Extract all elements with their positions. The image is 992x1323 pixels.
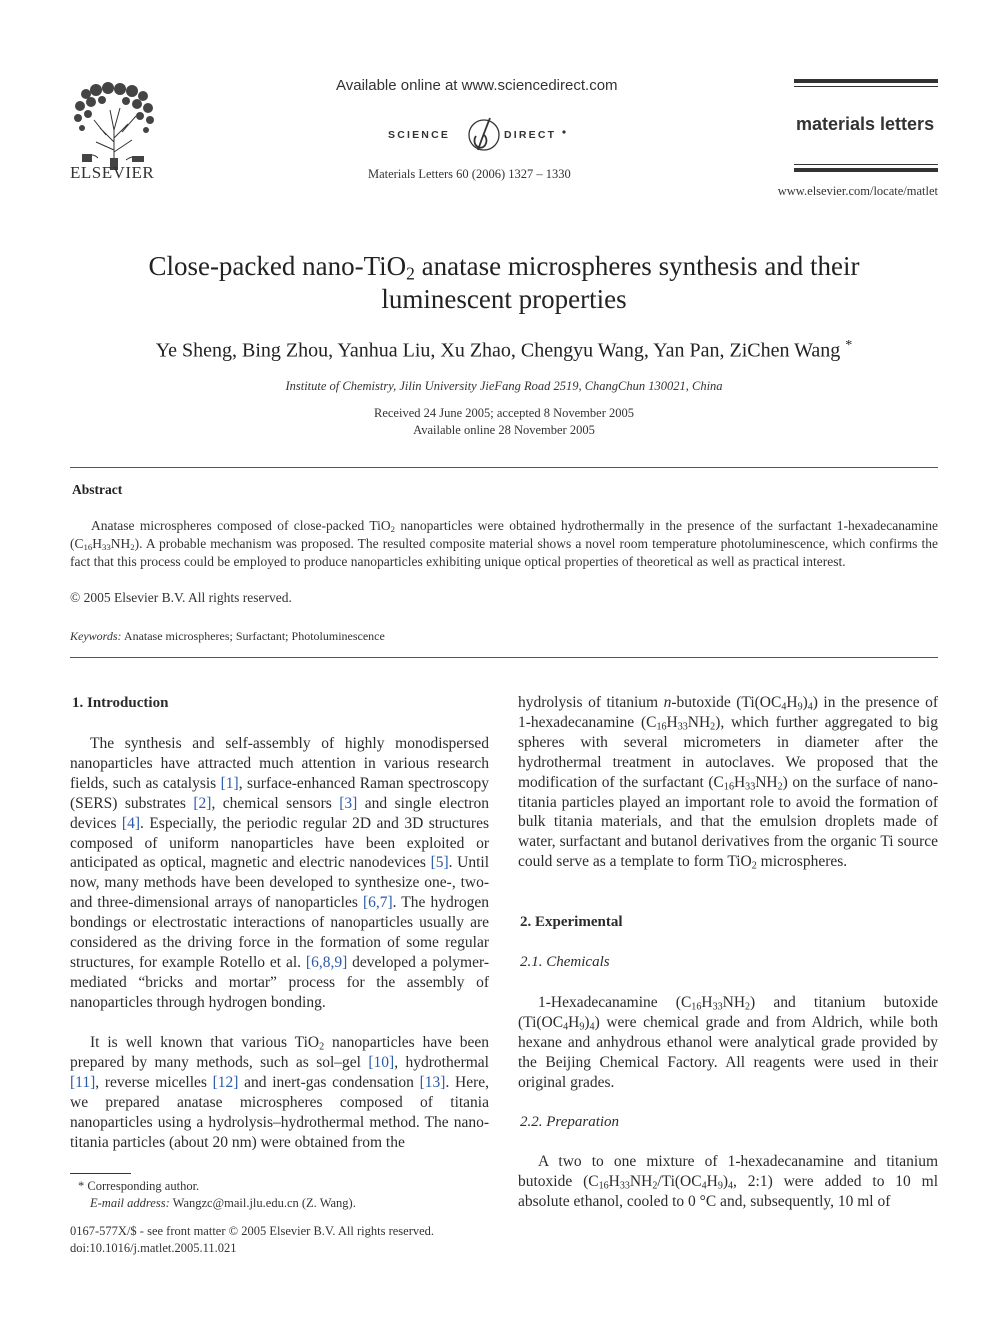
publisher-name: ELSEVIER (70, 163, 155, 182)
subsection-heading-preparation: 2.2. Preparation (520, 1114, 620, 1130)
paragraph-text: microspheres. (756, 853, 848, 871)
intro-paragraph-1 (70, 734, 489, 1013)
paragraph-text: It is well known that various TiO (90, 1034, 320, 1051)
paragraph-text: ) (722, 1172, 729, 1190)
citation-link[interactable]: [6,7] (362, 894, 393, 912)
paragraph-text: ) were chemical grade and from Aldrich, while both hexane and anhydrous ethanol were analytical grade provided by the Beijing Chemical Factory. All reagents were used in their original grades. (518, 1013, 938, 1091)
abstract-text: H (92, 536, 103, 552)
section-heading-introduction: 1. Introduction (72, 695, 169, 711)
sciencedirect-logo-right: DIRECT (504, 129, 557, 141)
corresponding-author-mark[interactable]: * (845, 338, 853, 353)
subscript: 4 (807, 701, 813, 713)
paragraph-text: H (666, 713, 678, 731)
paragraph-text: . Until now, many methods have been developed to synthesize one-, two- and three-dimensional arrays of nanoparticles (70, 854, 489, 912)
title-part: anatase microspheres synthesis and their (414, 251, 860, 281)
paragraph-text: NH (755, 773, 778, 791)
paragraph-text: , chemical sensors (211, 794, 340, 812)
subscript: 2 (710, 721, 716, 733)
divider (70, 657, 938, 658)
journal-url-link[interactable]: www.elsevier.com/locate/matlet (777, 184, 938, 198)
subscript: 16 (723, 781, 734, 793)
title-line-2: luminescent properties (381, 284, 627, 314)
subscript: 2 (777, 781, 783, 793)
subscript: 4 (563, 1021, 569, 1033)
paragraph-text: NH (687, 713, 711, 731)
paragraph-text: nanoparticles have been prepared by many methods, such as sol–gel (70, 1034, 489, 1071)
citation-link[interactable]: [4] (121, 814, 140, 832)
keywords-values: Anatase microspheres; Surfactant; Photoluminescence (123, 629, 385, 643)
citation-link[interactable]: [11] (70, 1073, 96, 1091)
chemicals-paragraph (518, 993, 938, 1093)
journal-brand: materials letters (796, 114, 935, 134)
copyright-notice: © 2005 Elsevier B.V. All rights reserved. (70, 590, 292, 605)
subscript: 4 (701, 1180, 707, 1192)
subscript: 33 (677, 721, 688, 733)
subscript: 4 (728, 1180, 734, 1192)
paragraph-text: . Here, we prepared anatase microspheres composed of titania nanoparticles using a hydrolysis–hydrothermal method. The nano-titania particles (about 20 nm) were obtained from the (70, 1073, 489, 1151)
title-part: Close-packed nano-TiO (148, 251, 407, 281)
paragraph-text: H (786, 694, 798, 711)
abstract-text: Anatase microspheres composed of close-packed TiO (91, 518, 391, 533)
citation-link[interactable]: [5] (430, 854, 449, 872)
paragraph-text: NH (722, 994, 746, 1011)
paragraph-text: H (701, 994, 713, 1011)
brand-rule (794, 79, 938, 83)
corresponding-footnote (78, 1179, 199, 1194)
paragraph-text: H (706, 1172, 718, 1190)
abstract-text: nanoparticles were obtained hydrothermally in the presence of the surfactant 1-hexadecanamine (C (70, 518, 938, 552)
article-title (70, 250, 938, 316)
subscript: 2 (652, 1180, 658, 1192)
divider (70, 467, 938, 468)
paragraph-text: . Especially, the periodic regular 2D and 3D structures composed of uniform nanoparticles have been exploited or anticipated as optical, magnetic and electric nanodevices (70, 814, 489, 872)
abstract-body (70, 517, 938, 572)
email-label: E-mail address: (90, 1196, 170, 1210)
paragraph-text: H (608, 1172, 620, 1190)
footnote-divider (70, 1173, 131, 1174)
paragraph-text: . The hydrogen bondings or electrostatic interactions of nanoparticles usually are considered as the driving force in the formation of some regular structures, for example Rotello et al. (70, 894, 489, 971)
brand-rule (794, 164, 938, 165)
subscript: 9 (579, 1021, 585, 1033)
available-online-text[interactable]: Available online at www.sciencedirect.com (336, 77, 618, 94)
received-dates: Received 24 June 2005; accepted 8 November 2005 (374, 406, 634, 420)
paragraph-text: , 2:1) were added to 10 ml absolute ethanol, cooled to 0 °C and, subsequently, 10 ml of (518, 1172, 938, 1210)
footnote-mark: * (78, 1179, 85, 1193)
paragraph-text: -butoxide (Ti(OC (671, 694, 782, 711)
intro-paragraph-2-continued (518, 693, 938, 872)
subscript: 9 (797, 701, 803, 713)
doi-link[interactable]: doi:10.1016/j.matlet.2005.11.021 (70, 1241, 237, 1255)
subscript: 16 (83, 542, 93, 553)
paragraph-text: hydrolysis of titanium (518, 694, 664, 711)
intro-paragraph-2 (70, 1033, 489, 1152)
paragraph-text: ) (802, 694, 808, 711)
author-list (70, 338, 938, 363)
section-heading-experimental: 2. Experimental (520, 914, 623, 930)
paragraph-text: ) in the presence of 1-hexadecanamine (C (518, 694, 938, 731)
subscript: 4 (781, 701, 787, 713)
preparation-paragraph (518, 1152, 938, 1212)
email-footnote (90, 1196, 356, 1211)
journal-citation: Materials Letters 60 (2006) 1327 – 1330 (368, 167, 571, 181)
citation-link[interactable]: [2] (193, 794, 212, 812)
subscript: 33 (619, 1180, 630, 1192)
email-link[interactable]: Wangzc@mail.jlu.edu.cn (Z. Wang). (172, 1196, 356, 1210)
subscript: 2 (751, 860, 757, 872)
brand-rule (794, 86, 938, 87)
paragraph-text: NH (629, 1172, 653, 1190)
paragraph-text: ) and titanium butoxide (Ti(OC (518, 994, 938, 1031)
subscript: 33 (102, 542, 111, 553)
paragraph-text: H (568, 1013, 580, 1031)
paragraph-text: ) on the surface of nano-titania particles played an important role to avoid the formation of bulk titania materials, and that the emulsion droplets made of water, surfactant and butanol derivatives from the organic Ti source could serve as a template to form TiO (518, 773, 938, 871)
paragraph-text: 1-Hexadecanamine (C (538, 994, 692, 1011)
subscript: 16 (598, 1180, 609, 1192)
keywords-label: Keywords: (70, 629, 122, 643)
available-online-date: Available online 28 November 2005 (413, 423, 595, 437)
paragraph-text: developed a polymer-mediated “bricks and mortar” process for the assembly of nanoparticles through hydrogen bonding. (70, 953, 489, 1011)
paragraph-text: and inert-gas condensation (238, 1073, 420, 1091)
keywords (70, 629, 385, 644)
citation-link[interactable]: [12] (212, 1073, 239, 1091)
paragraph-text: , hydrothermal (394, 1053, 489, 1071)
abstract-heading: Abstract (72, 482, 123, 497)
subscript: 16 (691, 1001, 702, 1013)
paragraph-text: ) (584, 1013, 590, 1031)
paragraph-text: The synthesis and self-assembly of highly monodispersed nanoparticles have attracted much attention in various research fields, such as catalysis (70, 735, 489, 792)
citation-link[interactable]: [1] (220, 774, 239, 792)
citation-link[interactable]: [3] (339, 794, 358, 812)
paragraph-text: H (733, 773, 746, 791)
affiliation: Institute of Chemistry, Jilin University JieFang Road 2519, ChangChun 130021, China (285, 379, 723, 393)
subscript: 2 (745, 1001, 751, 1013)
citation-link[interactable]: [13] (419, 1073, 446, 1091)
paragraph-text: and single electron devices (70, 794, 489, 832)
subscript: 2 (390, 524, 396, 535)
brand-rule (794, 168, 938, 172)
citation-link[interactable]: [10] (368, 1053, 395, 1071)
subscript: 4 (589, 1021, 595, 1033)
subsection-heading-chemicals: 2.1. Chemicals (520, 954, 610, 970)
footnote-text: Corresponding author. (87, 1179, 200, 1193)
authors-text: Ye Sheng, Bing Zhou, Yanhua Liu, Xu Zhao, Chengyu Wang, Yan Pan, ZiChen Wang (155, 339, 841, 362)
subscript: 33 (745, 781, 756, 793)
issn-line: 0167-577X/$ - see front matter © 2005 Elsevier B.V. All rights reserved. (70, 1224, 435, 1238)
sciencedirect-logo-left: SCIENCE (388, 129, 451, 141)
paragraph-text: A two to one mixture of 1-hexadecanamine and titanium butoxide (C (518, 1153, 938, 1190)
title-subscript: 2 (406, 263, 415, 284)
subscript: 2 (319, 1041, 325, 1053)
paragraph-text: , surface-enhanced Raman spectroscopy (SERS) substrates (70, 774, 490, 812)
italic-text: n (663, 694, 672, 711)
paragraph-text: /Ti(OC (657, 1172, 702, 1190)
paragraph-text: , reverse micelles (95, 1073, 213, 1091)
sciencedirect-logo (386, 114, 576, 154)
subscript: 9 (717, 1180, 723, 1192)
paragraph-text: ), which further aggregated to big spheres with several micrometers in diameter after the hydrothermal treatment in autoclaves. We proposed that the modification of the surfactant (C (518, 713, 938, 791)
abstract-text: NH (110, 536, 131, 552)
abstract-text: ). A probable mechanism was proposed. The resulted composite material shows a novel room temperature photoluminescence, which confirms the fact that this process could be employed to produce nanoparticles exhibiting unique optical properties of theoretical as well as practical interest. (70, 536, 938, 570)
citation-link[interactable]: [6,8,9] (305, 953, 348, 971)
subscript: 33 (712, 1001, 723, 1013)
subscript: 16 (656, 721, 667, 733)
subscript: 2 (130, 542, 135, 553)
